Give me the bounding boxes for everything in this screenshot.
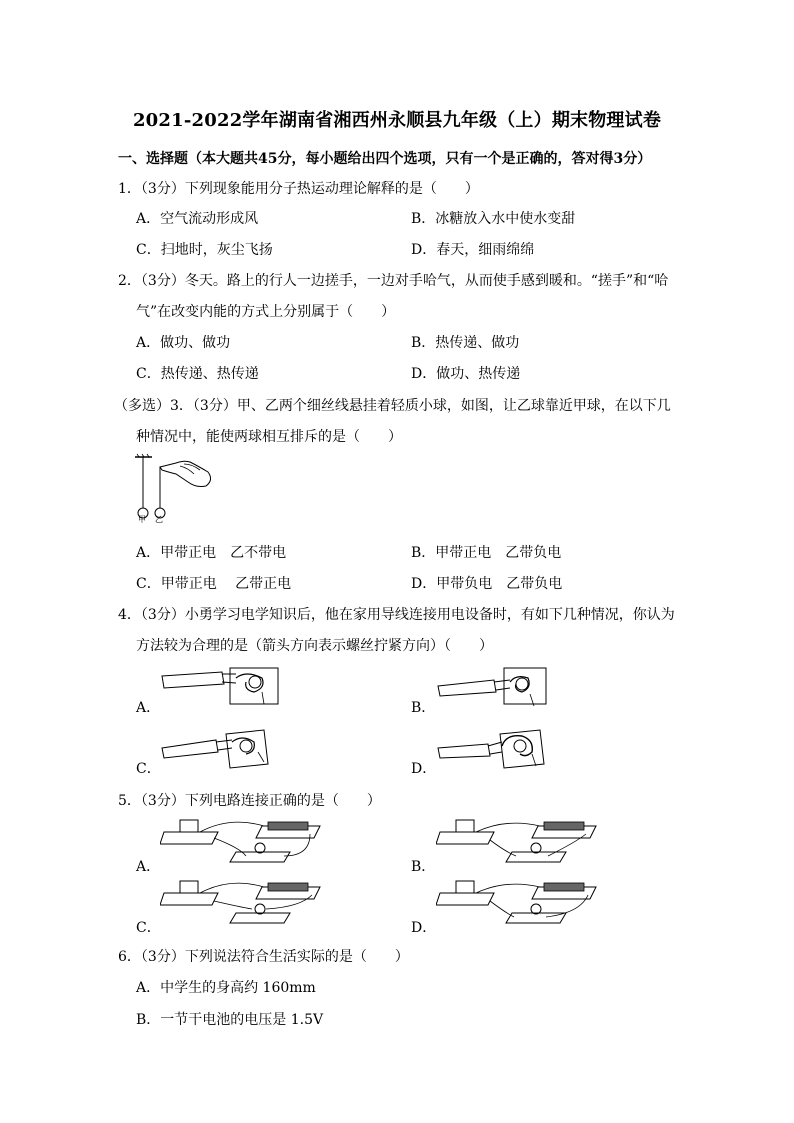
question-1-stem: 1．（3分）下列现象能用分子热运动理论解释的是（ ） [118,181,479,197]
question-5-stem: 5．（3分）下列电路连接正确的是（ ） [118,793,381,809]
question-5-option-a: A． [136,859,161,875]
question-3-stem-line1: （多选）3．（3分）甲、乙两个细丝线悬挂着轻质小球，如图，让乙球靠近甲球，在以下几 [114,398,671,414]
question-6-stem: 6．（3分）下列说法符合生活实际的是（ ） [118,949,409,965]
question-4-option-d: D． [411,761,437,777]
question-1-option-a: A．空气流动形成风 [136,211,259,227]
question-5-option-c: C． [136,920,161,936]
question-6-option-b: B．一节干电池的电压是 1.5V [136,1012,324,1028]
question-3-option-b: B．甲带正电 乙带负电 [411,545,562,561]
question-4-stem-line2: 方法较为合理的是（箭头方向表示螺丝拧紧方向）（ ） [136,638,493,654]
question-5-option-b: B． [411,859,436,875]
question-4-figure-d [436,726,561,776]
question-4-stem-line1: 4．（3分）小勇学习电学知识后，他在家用导线连接用电设备时，有如下几种情况，你认为 [118,607,675,623]
question-5-figure-d [436,873,598,925]
question-4-figure-a [160,664,285,714]
question-2-stem-line1: 2．（3分）冬天。路上的行人一边搓手，一边对手哈气，从而使手感到暖和。“搓手”和“哈 [118,273,669,289]
question-5-figure-a [160,812,322,864]
question-3-option-a: A．甲带正电 乙不带电 [136,545,287,561]
question-5-figure-c [160,873,322,925]
question-1-option-d: D．春天，细雨绵绵 [411,242,535,258]
section-heading: 一、选择题（本大题共45分，每小题给出四个选项，只有一个是正确的，答对得3分） [118,151,652,167]
question-4-figure-c [160,726,285,776]
question-3-figure [132,452,232,532]
figure-label-jia: 甲 [138,515,146,524]
page-title: 2021-2022学年湖南省湘西州永顺县九年级（上）期末物理试卷 [132,110,662,131]
question-3-option-d: D．甲带负电 乙带负电 [411,576,563,592]
question-1-option-b: B．冰糖放入水中使水变甜 [411,211,576,227]
question-4-figure-b [436,664,561,714]
question-3-option-c: C．甲带正电 乙带正电 [136,576,292,592]
question-2-option-a: A．做功、做功 [136,335,231,351]
question-2-option-d: D．做功、热传递 [411,366,521,382]
question-2-stem-line2: 气”在改变内能的方式上分别属于（ ） [136,304,396,320]
question-5-figure-b [436,812,598,864]
question-3-stem-line2: 种情况中，能使两球相互排斥的是（ ） [136,429,402,445]
question-4-option-b: B． [411,700,436,716]
question-4-option-a: A． [136,700,161,716]
question-6-option-a: A．中学生的身高约 160mm [136,980,316,996]
question-5-option-d: D． [411,920,437,936]
question-4-option-c: C． [136,761,161,777]
question-2-option-c: C．热传递、热传递 [136,366,259,382]
question-2-option-b: B．热传递、做功 [411,335,520,351]
figure-label-yi: 乙 [155,515,163,524]
question-1-option-c: C．扫地时，灰尘飞扬 [136,242,273,258]
